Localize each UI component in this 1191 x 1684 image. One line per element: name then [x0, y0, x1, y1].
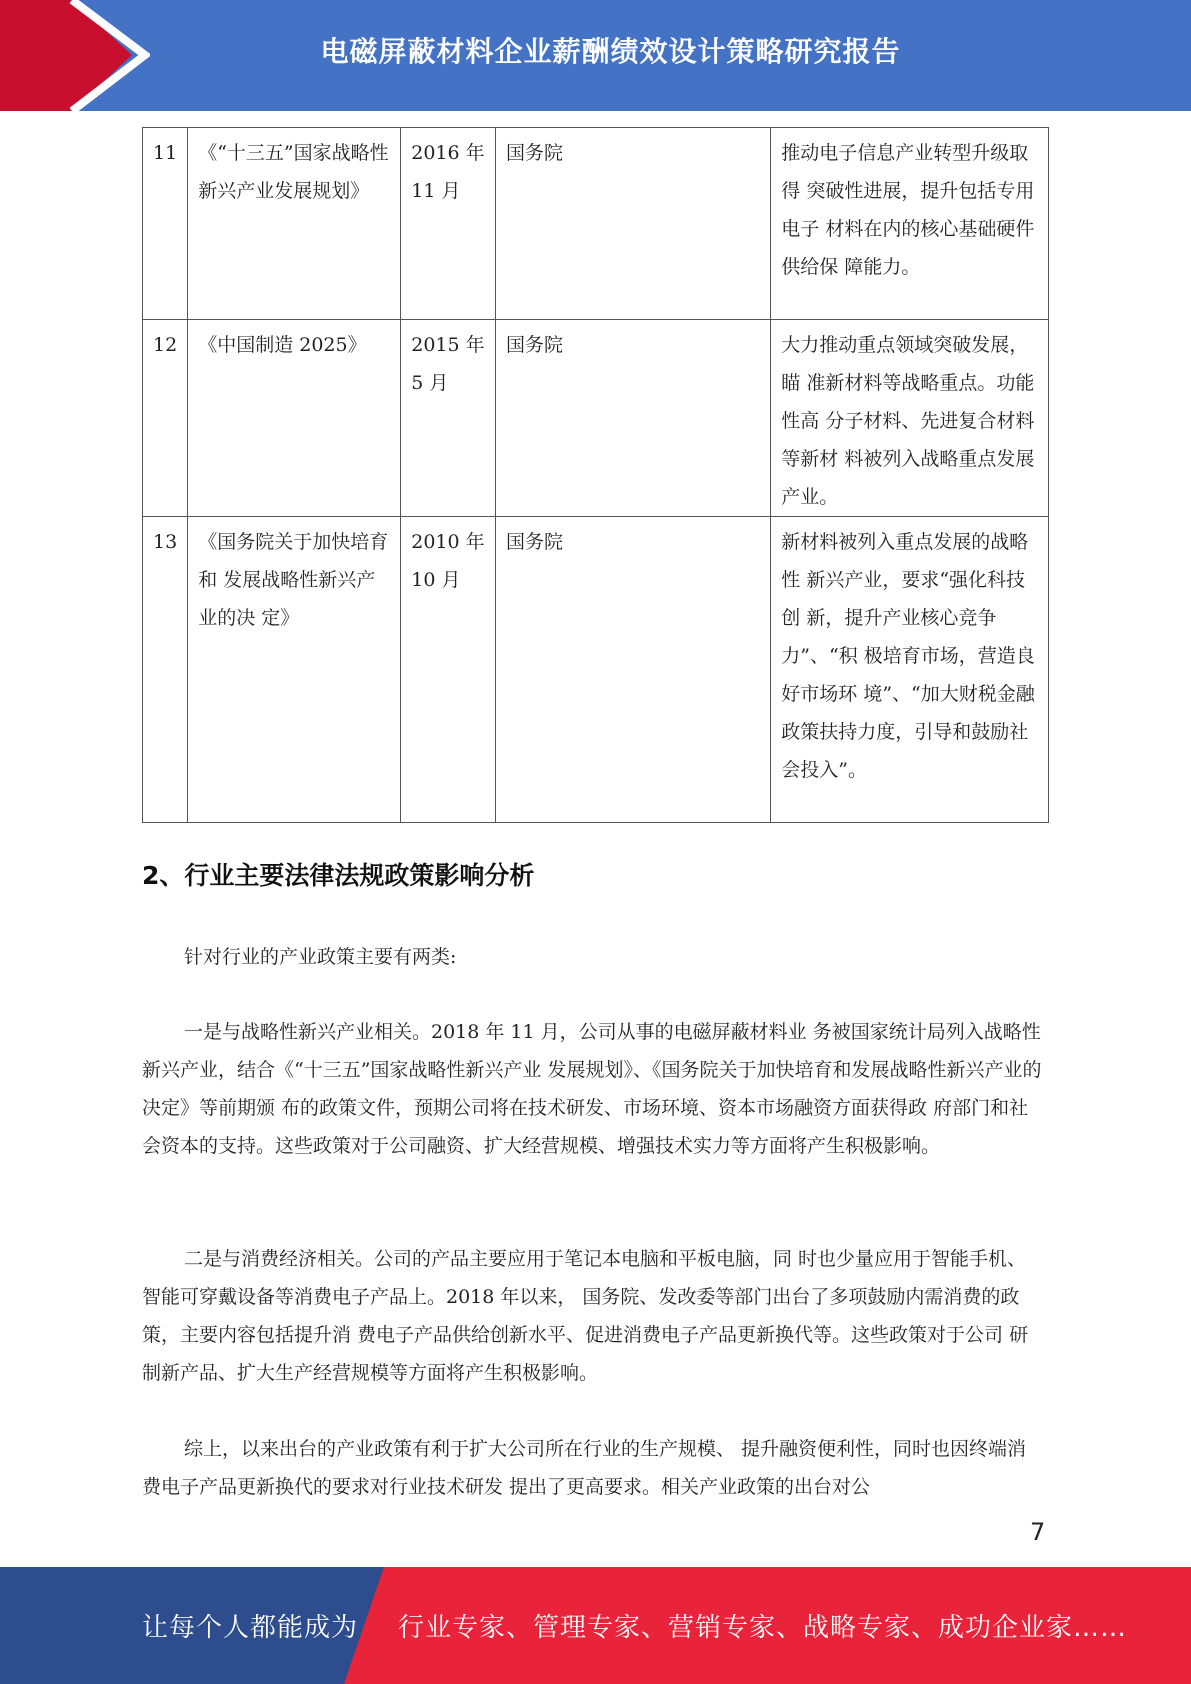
row-number: 12 [143, 320, 188, 517]
paragraph-summary: 综上，以来出台的产业政策有利于扩大公司所在行业的生产规模、 提升融资便利性，同时也因终端消费电子产品更新换代的要求对行业技术研发 提出了更高要求。相关产业政策的出台对公 [142, 1438, 1027, 1498]
policy-date: 2010 年 10 月 [401, 517, 496, 823]
policy-name: 《中国制造 2025》 [188, 320, 401, 517]
page-number: 7 [1030, 1518, 1046, 1546]
paragraph-consumer-economy: 二是与消费经济相关。公司的产品主要应用于笔记本电脑和平板电脑，同 时也少量应用于智能手机、智能可穿戴设备等消费电子产品上。2018 年以来， 国务院、发改委等部门出台了多项鼓励内需消费的政策，主要内容包括提升消 费电子产品供给创新水平、促进消费电子产品更新换代等。这些政策对于公司 研制新产品、扩大生产经营规模等方面将产生积极影响。 [142, 1248, 1029, 1384]
footer-slogan-right: 行业专家、管理专家、营销专家、战略专家、成功企业家…… [398, 1613, 1128, 1643]
section-heading: 2、行业主要法律法规政策影响分析 [142, 861, 535, 890]
policy-description: 新材料被列入重点发展的战略性 新兴产业，要求“强化科技创 新，提升产业核心竞争力”、“积 极培育市场，营造良好市场环 境”、“加大财税金融政策扶持力度，引导和鼓励社会投入”。 [771, 517, 1049, 823]
paragraph-strategic-industry: 一是与战略性新兴产业相关。2018 年 11 月，公司从事的电磁屏蔽材料业 务被国家统计局列入战略性新兴产业，结合《“十三五”国家战略性新兴产业 发展规划》、《国务院关于加快培育和发展战略性新兴产业的决定》等前期颁 布的政策文件，预期公司将在技术研发、市场环境、资本市场融资方面获得政 府部门和社会资本的支持。这些政策对于公司融资、扩大经营规模、增强技术实力等方面将产生积极影响。 [142, 1021, 1042, 1157]
table-row [143, 517, 1049, 823]
policy-date: 2016 年 11 月 [401, 128, 496, 320]
section-intro: 针对行业的产业政策主要有两类: [184, 946, 457, 968]
row-number: 13 [143, 517, 188, 823]
table-row [143, 320, 1049, 517]
header-arrow-decoration [0, 0, 150, 111]
policy-name: 《“十三五”国家战略性 新兴产业发展规划》 [188, 128, 401, 320]
footer-slogan-left: 让每个人都能成为 [142, 1613, 359, 1643]
policy-table [142, 127, 1049, 823]
issuing-organization: 国务院 [496, 517, 771, 823]
report-title: 电磁屏蔽材料企业薪酬绩效设计策略研究报告 [320, 35, 901, 68]
table-row [143, 128, 1049, 320]
issuing-organization: 国务院 [496, 320, 771, 517]
issuing-organization: 国务院 [496, 128, 771, 320]
row-number: 11 [143, 128, 188, 320]
policy-date: 2015 年 5 月 [401, 320, 496, 517]
page-footer [0, 1567, 1191, 1684]
policy-description: 推动电子信息产业转型升级取得 突破性进展，提升包括专用电子 材料在内的核心基础硬件供给保 障能力。 [771, 128, 1049, 320]
page-header [0, 0, 1191, 111]
policy-description: 大力推动重点领域突破发展，瞄 准新材料等战略重点。功能性高 分子材料、先进复合材料等新材 料被列入战略重点发展产业。 [771, 320, 1049, 517]
policy-name: 《国务院关于加快培育和 发展战略性新兴产业的决 定》 [188, 517, 401, 823]
